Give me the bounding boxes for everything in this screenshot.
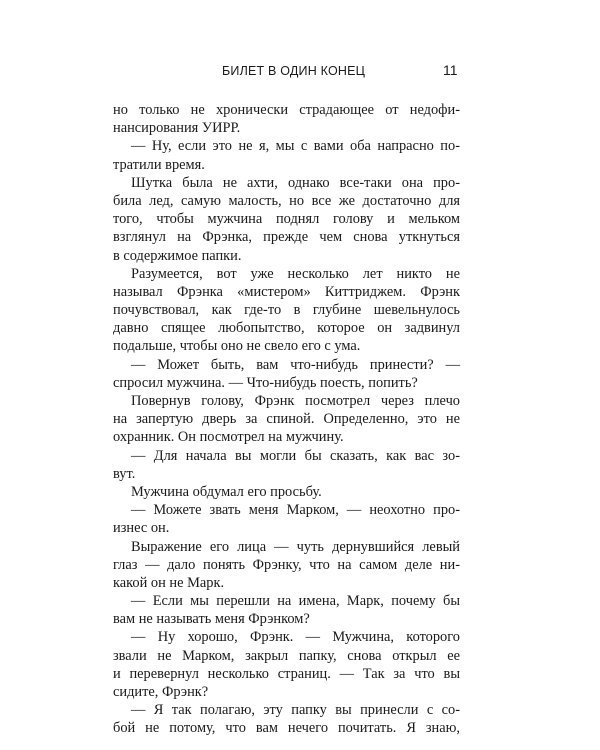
text-line: звали не Марком, закрыл папку, снова открыл ее — [113, 647, 460, 664]
page-number: 11 — [443, 62, 458, 78]
text-line: спросил мужчина. — Что-нибудь поесть, попить? — [113, 374, 418, 391]
text-line: в содержимое папки. — [113, 247, 242, 264]
text-line: взглянул на Фрэнка, прежде чем снова уткнуться — [113, 229, 460, 246]
text-line: изнес он. — [113, 520, 170, 537]
text-line: почувствовал, как где-то в глубине шевельнулось — [113, 302, 460, 319]
text-line: — Для начала вы могли бы сказать, как вас зо- — [131, 447, 460, 464]
text-line: подальше, чтобы оно не свело его с ума. — [113, 338, 361, 355]
text-line: называл Фрэнка «мистером» Киттриджем. Фрэнк — [113, 283, 460, 300]
text-line: Шутка была не ахти, однако все-таки она про- — [131, 174, 460, 191]
text-line: бой не потому, что вам нечего почитать. Я знаю, — [113, 720, 460, 737]
body-text — [113, 101, 460, 738]
text-line: тратили время. — [113, 156, 205, 173]
text-line: Разумеется, вот уже несколько лет никто не — [131, 265, 460, 282]
text-line: но только не хронически страдающее от недофи- — [113, 102, 460, 118]
text-line: — Если мы перешли на имена, Марк, почему бы — [131, 593, 460, 610]
text-line: Повернув голову, Фрэнк посмотрел через плечо — [131, 393, 460, 409]
text-line: на запертую дверь за спиной. Определенно, это не — [113, 411, 460, 428]
text-line: вут. — [113, 465, 136, 482]
text-line: Выражение его лица — чуть дернувшийся левый — [131, 538, 460, 555]
text-line: давно спящее любопытство, которое он задвинул — [113, 320, 460, 337]
text-line: Мужчина обдумал его просьбу. — [131, 483, 322, 500]
text-line: — Можете звать меня Марком, — неохотно про- — [131, 502, 460, 519]
text-line: сидите, Фрэнк? — [113, 684, 209, 700]
text-line: — Я так полагаю, эту папку вы принесли с со- — [131, 702, 460, 719]
text-line: — Ну хорошо, Фрэнк. — Мужчина, которого — [131, 629, 460, 646]
text-line: вам не называть меня Фрэнком? — [113, 611, 310, 628]
text-line: и перевернул несколько страниц. — Так за что вы — [113, 665, 460, 682]
text-line: глаз — дало понять Фрэнку, что на самом деле ни- — [113, 556, 460, 573]
text-line: какой он не Марк. — [113, 574, 225, 591]
text-line: охранник. Он посмотрел на мужчину. — [113, 429, 344, 446]
text-line: била лед, самую малость, но все же достаточно для — [113, 192, 460, 209]
text-line: нансирования УИРР. — [113, 120, 241, 137]
text-line: того, чтобы мужчина поднял голову и мельком — [113, 211, 460, 228]
text-line: — Ну, если это не я, мы с вами оба напрасно по- — [131, 138, 460, 155]
running-head-title: БИЛЕТ В ОДИН КОНЕЦ — [222, 64, 366, 78]
text-line: — Может быть, вам что-нибудь принести? — — [131, 356, 460, 373]
